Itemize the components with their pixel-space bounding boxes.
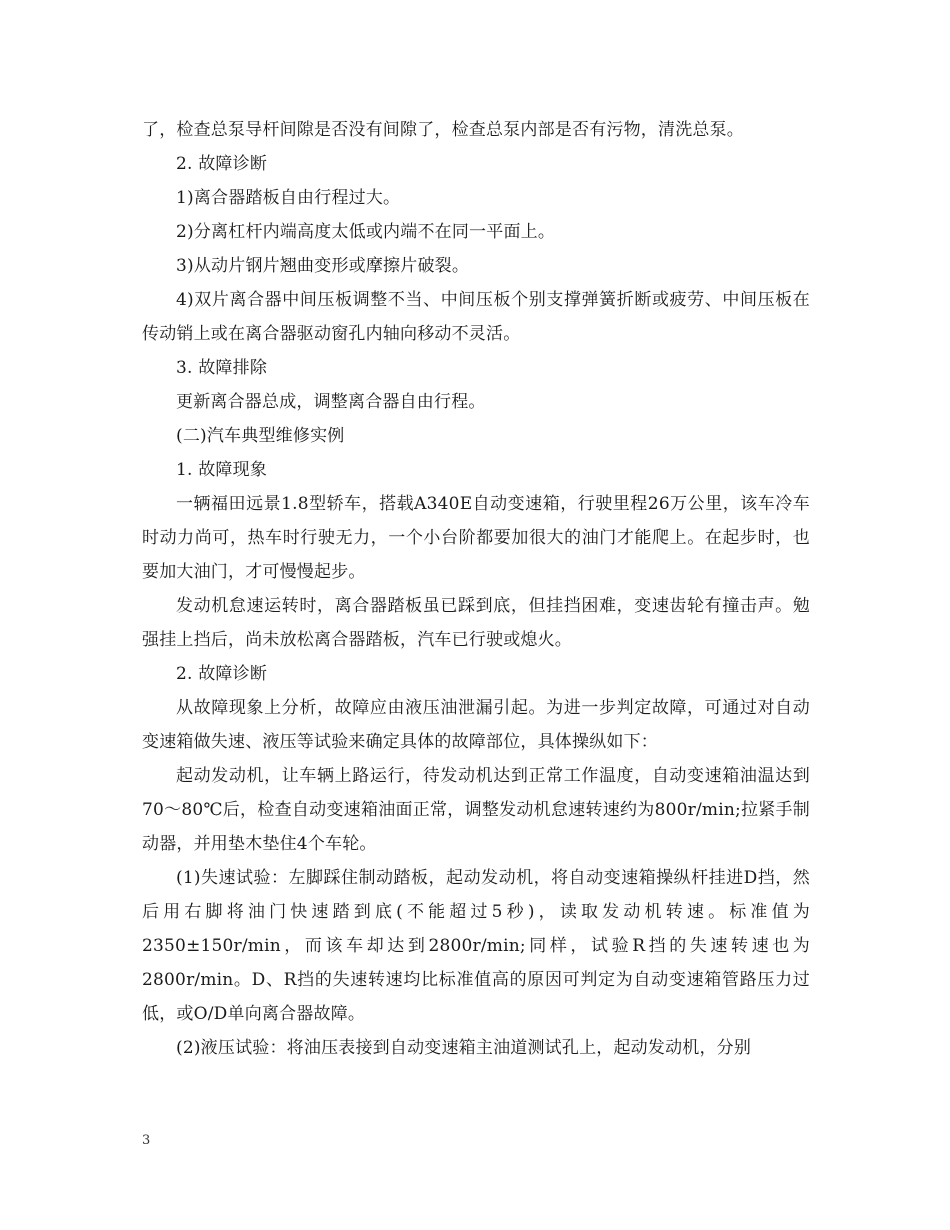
page-number: 3 [142,1133,151,1148]
section-heading: 3. 故障排除 [176,358,268,378]
paragraph: 更新离合器总成，调整离合器自由行程。 [176,392,486,412]
section-heading: (二)汽车典型维修实例 [176,426,345,446]
list-item: 3)从动片钢片翘曲变形或摩擦片破裂。 [176,256,470,276]
section-heading: 2. 故障诊断 [176,664,268,684]
paragraph: (2)液压试验：将油压表接到自动变速箱主油道测试孔上，起动发动机，分别 [176,1038,752,1058]
section-heading: 1. 故障现象 [176,460,268,480]
paragraph: 从故障现象上分析，故障应由液压油泄漏引起。为进一步判定故障，可通过对自动变速箱做失速、液压等试验来确定具体的故障部位，具体操纵如下： [142,698,810,752]
paragraph: 了，检查总泵导杆间隙是否没有间隙了，检查总泵内部是否有污物，清洗总泵。 [142,120,744,140]
list-item: 2)分离杠杆内端高度太低或内端不在同一平面上。 [176,222,556,242]
section-heading: 2. 故障诊断 [176,154,268,174]
paragraph: 一辆福田远景1.8型轿车，搭载A340E自动变速箱，行驶里程26万公里，该车冷车时动力尚可，热车时行驶无力，一个小台阶都要加很大的油门才能爬上。在起步时，也要加大油门，才可慢慢起步。 [142,494,810,582]
list-item: 1)离合器踏板自由行程过大。 [176,188,401,208]
paragraph: 发动机怠速运转时，离合器踏板虽已踩到底，但挂挡困难，变速齿轮有撞击声。勉强挂上挡后，尚未放松离合器踏板，汽车已行驶或熄火。 [142,596,810,650]
document-body [142,113,810,1065]
paragraph: 起动发动机，让车辆上路运行，待发动机达到正常工作温度，自动变速箱油温达到70～80℃后，检查自动变速箱油面正常，调整发动机怠速转速约为800r/min;拉紧手制动器，并用垫木垫住4个车轮。 [142,766,810,854]
list-item: 4)双片离合器中间压板调整不当、中间压板个别支撑弹簧折断或疲劳、中间压板在传动销上或在离合器驱动窗孔内轴向移动不灵活。 [142,290,810,344]
paragraph: (1)失速试验：左脚踩住制动踏板，起动发动机，将自动变速箱操纵杆挂进D挡，然后用右脚将油门快速踏到底(不能超过5秒)，读取发动机转速。标准值为2350±150r/min，而该车却达到2800r/min;同样，试验R挡的失速转速也为2800r/min。D、R挡的失速转速均比标准值高的原因可判定为自动变速箱管路压力过低，或O/D单向离合器故障。 [142,868,810,1024]
